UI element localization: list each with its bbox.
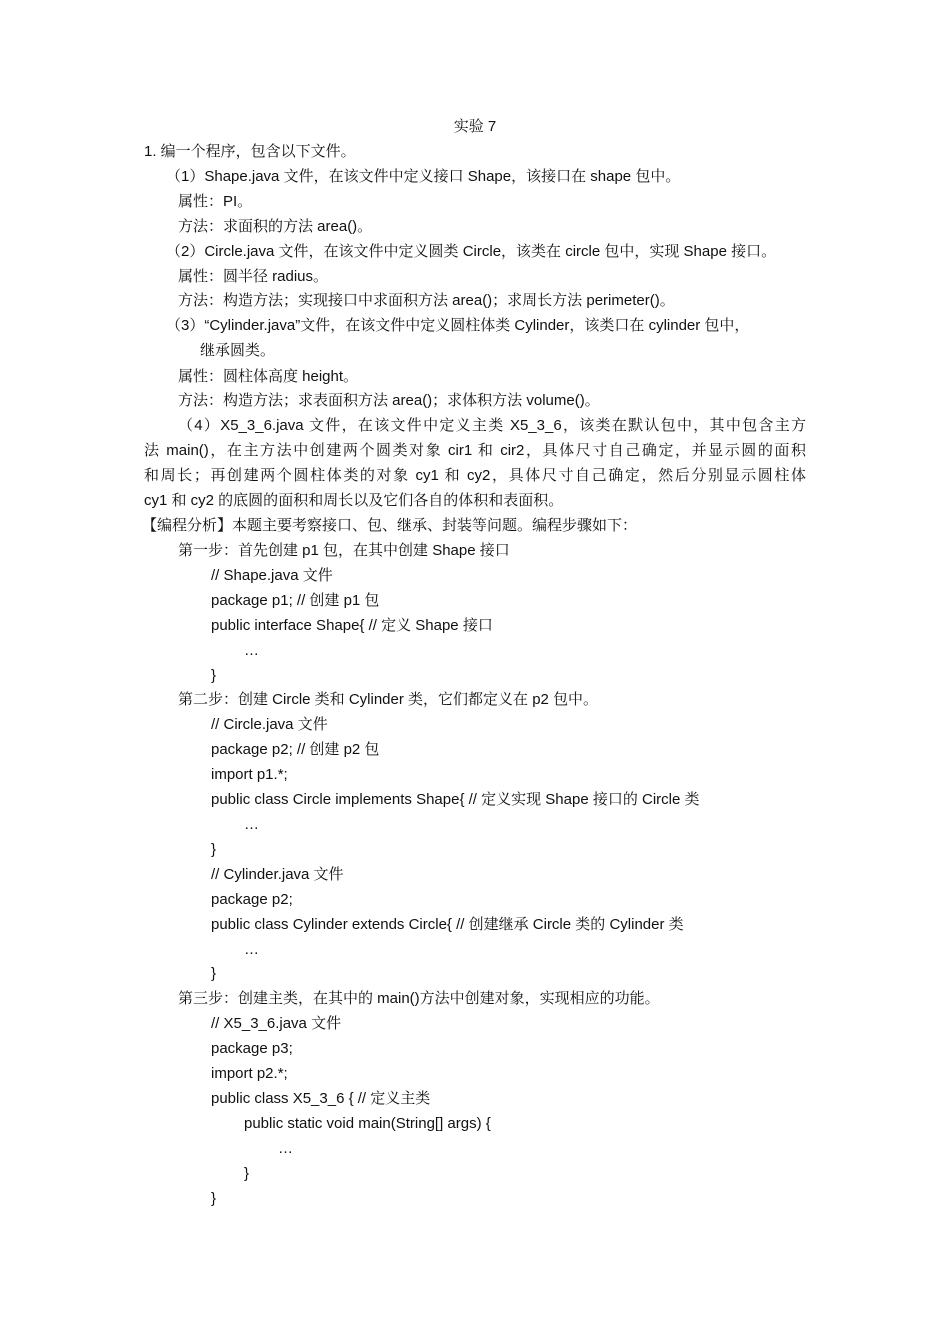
part4-line: 法 main()，在主方法中创建两个圆类对象 cir1 和 cir2，具体尺寸自己确定，并显示圆的面积 xyxy=(144,442,806,459)
code-line: // Cylinder.java 文件 xyxy=(211,866,344,883)
page-title: 实验 7 xyxy=(453,118,497,135)
step1-heading: 第一步：首先创建 p1 包，在其中创建 Shape 接口 xyxy=(178,542,510,559)
part2-method: 方法：构造方法；实现接口中求面积方法 area()；求周长方法 perimeter()。 xyxy=(178,292,675,309)
part3-method: 方法：构造方法；求表面积方法 area()；求体积方法 volume()。 xyxy=(178,392,600,409)
code-line: import p1.*; xyxy=(211,766,288,783)
part3-heading: （3）“Cylinder.java”文件，在该文件中定义圆柱体类 Cylinder，该类口在 cylinder 包中， xyxy=(166,317,750,334)
code-line: // X5_3_6.java 文件 xyxy=(211,1015,342,1032)
code-line: package p1; // 创建 p1 包 xyxy=(211,592,380,609)
code-line: public interface Shape{ // 定义 Shape 接口 xyxy=(211,617,493,634)
part1-method: 方法：求面积的方法 area()。 xyxy=(178,218,373,235)
code-line: } xyxy=(211,667,217,684)
part1-heading: （1）Shape.java 文件，在该文件中定义接口 Shape，该接口在 shape 包中。 xyxy=(166,168,681,185)
code-line: // Circle.java 文件 xyxy=(211,716,328,733)
question-intro: 1. 编一个程序，包含以下文件。 xyxy=(144,143,356,160)
part2-heading: （2）Circle.java 文件，在该文件中定义圆类 Circle，该类在 circle 包中，实现 Shape 接口。 xyxy=(166,243,777,260)
code-line: } xyxy=(244,1165,250,1182)
code-line: } xyxy=(211,965,217,982)
part4-line: cy1 和 cy2 的底圆的面积和周长以及它们各自的体积和表面积。 xyxy=(144,492,564,509)
code-line: public static void main(String[] args) { xyxy=(244,1115,491,1132)
code-line: package p2; xyxy=(211,891,293,908)
part2-attribute: 属性：圆半径 radius。 xyxy=(178,268,329,285)
code-line: // Shape.java 文件 xyxy=(211,567,333,584)
code-line: public class Circle implements Shape{ // 定义实现 Shape 接口的 Circle 类 xyxy=(211,791,700,808)
step2-heading: 第二步：创建 Circle 类和 Cylinder 类，它们都定义在 p2 包中。 xyxy=(178,691,599,708)
part1-attribute: 属性：PI。 xyxy=(178,193,253,210)
analysis-heading: 【编程分析】本题主要考察接口、包、继承、封装等问题。编程步骤如下： xyxy=(142,517,638,534)
code-line: } xyxy=(211,1190,217,1207)
step3-heading: 第三步：创建主类，在其中的 main()方法中创建对象，实现相应的功能。 xyxy=(178,990,660,1007)
part4-line: 和周长；再创建两个圆柱体类的对象 cy1 和 cy2，具体尺寸自己确定，然后分别显示圆柱体 xyxy=(144,467,806,484)
code-line: … xyxy=(244,642,259,659)
code-line: … xyxy=(244,816,259,833)
part3-heading-continued: 继承圆类。 xyxy=(200,342,276,359)
code-line: package p3; xyxy=(211,1040,293,1057)
code-line: } xyxy=(211,841,217,858)
code-line: import p2.*; xyxy=(211,1065,288,1082)
code-line: package p2; // 创建 p2 包 xyxy=(211,741,380,758)
code-line: … xyxy=(278,1140,293,1157)
part4-line: （4）X5_3_6.java 文件，在该文件中定义主类 X5_3_6，该类在默认包中，其中包含主方 xyxy=(178,417,806,434)
code-line: public class Cylinder extends Circle{ // 创建继承 Circle 类的 Cylinder 类 xyxy=(211,916,684,933)
part3-attribute: 属性：圆柱体高度 height。 xyxy=(178,368,359,385)
code-line: … xyxy=(244,941,259,958)
code-line: public class X5_3_6 { // 定义主类 xyxy=(211,1090,431,1107)
